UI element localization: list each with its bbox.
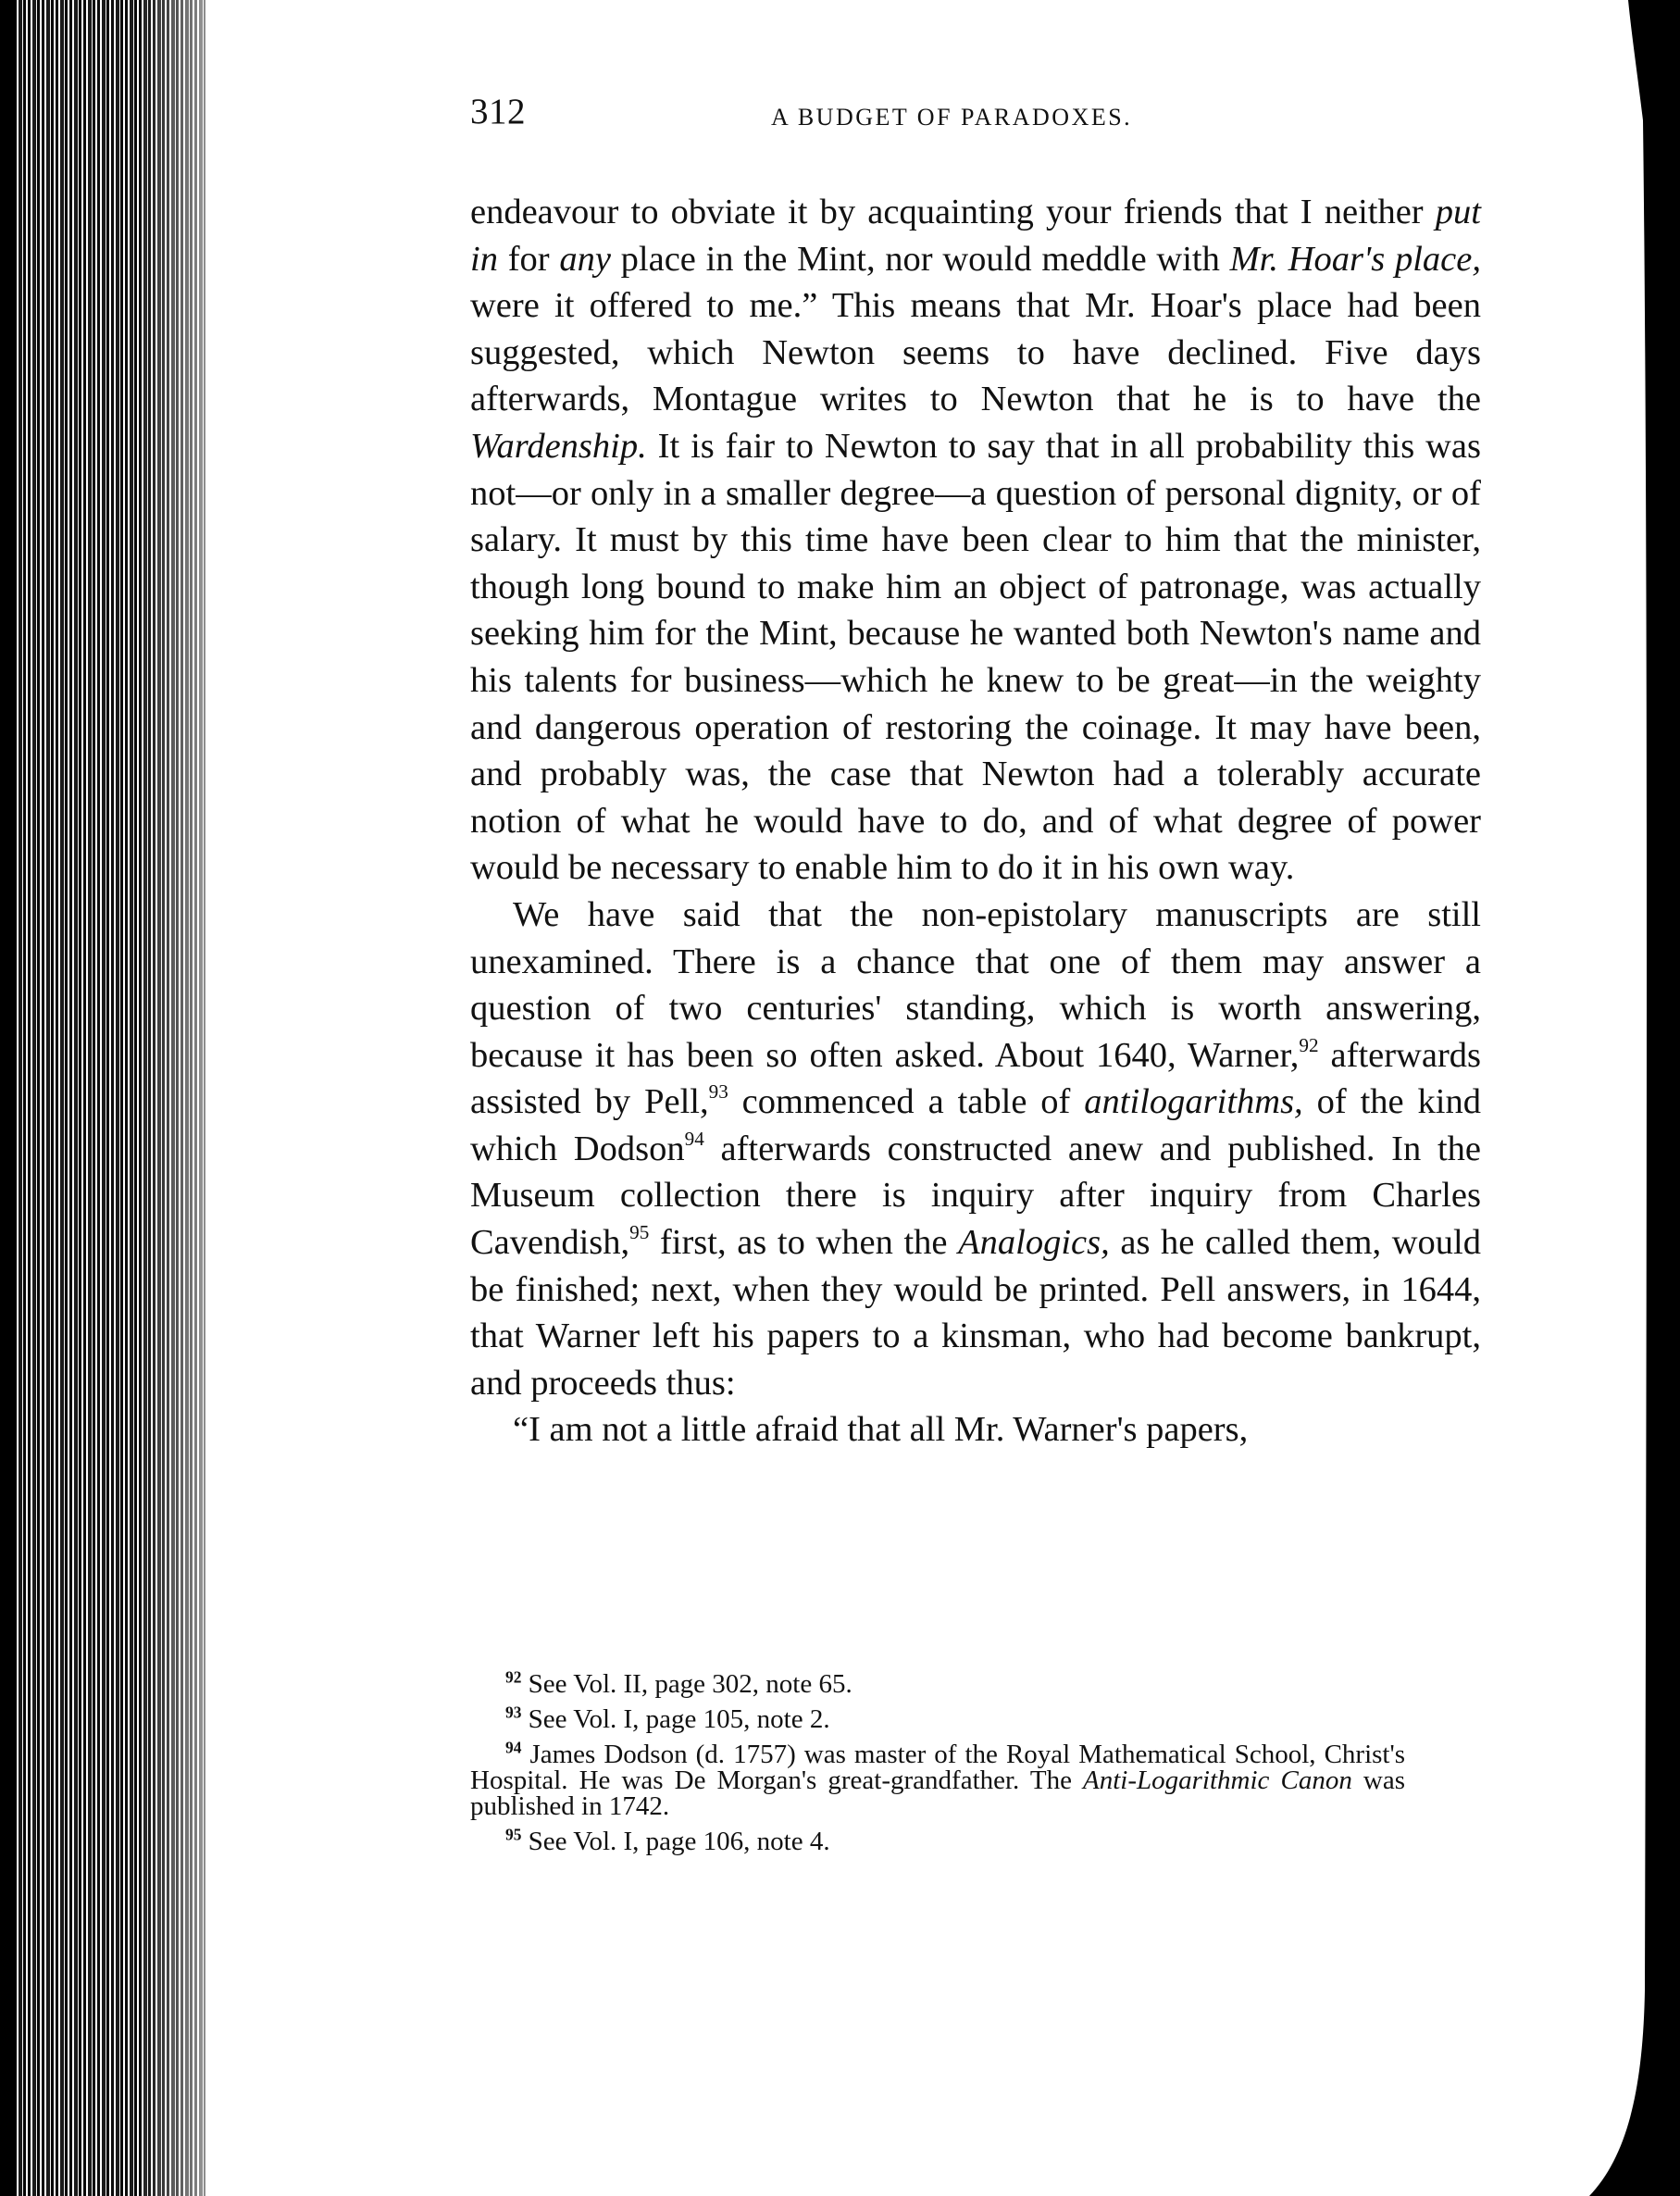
footnote-number: 94 [505, 1738, 522, 1757]
footnote-text: See Vol. I, page 106, note 4. [528, 1827, 830, 1856]
binding-edge [0, 0, 17, 2196]
footnote-93 [470, 1703, 1405, 1734]
footnote-text: was published in 1742. [470, 1766, 1405, 1821]
italic-run: any [559, 239, 611, 279]
text-run: for [497, 239, 560, 279]
footnote-94 [470, 1738, 1405, 1821]
italic-run: antilogarithms, [1084, 1082, 1303, 1122]
italic-run: Mr. Hoar's place, [1229, 239, 1481, 279]
paragraph-manuscripts [470, 892, 1481, 1407]
main-text [470, 189, 1481, 1454]
footnote-ref[interactable]: 92 [1299, 1033, 1319, 1056]
footnote-number: 92 [505, 1667, 522, 1687]
text-run: of the kind which Dodson [470, 1082, 1481, 1168]
footnote-95 [470, 1825, 1405, 1856]
binding-fade [139, 0, 205, 2196]
running-head: A BUDGET OF PARADOXES. [771, 104, 1133, 131]
page-header [470, 91, 1479, 146]
text-run: We have said that the non-epistolary manuscripts are still unexamined. There is a chance that one of them may answer a question of two centuries' standing, which is worth answering, because it has been so often asked. About 1640, Warner, [470, 894, 1481, 1075]
text-run: first, as to when the [649, 1223, 959, 1263]
italic-run: Analogics, [958, 1223, 1110, 1263]
italic-run: Anti-Logarithmic Canon [1083, 1766, 1352, 1795]
page-number: 312 [470, 92, 526, 131]
paragraph-continued [470, 189, 1481, 892]
footnote-ref[interactable]: 94 [684, 1128, 704, 1150]
footnote-text: See Vol. II, page 302, note 65. [528, 1669, 852, 1699]
footnote-ref[interactable]: 95 [629, 1221, 650, 1244]
page-edge-shadow [1571, 0, 1680, 2196]
italic-run: put in [470, 193, 1481, 279]
italic-run: Wardenship. [470, 426, 647, 466]
paragraph-quote: “I am not a little afraid that all Mr. Warner's papers, [513, 1410, 1249, 1450]
text-run: endeavour to obviate it by acquainting your friends that I neither [470, 193, 1436, 231]
text-run: It is fair to Newton to say that in all probability this was not—or only in a smaller degree—a question of personal dignity, or of salary. It must by this time have been clear to him that the minister, though long bound to make him an object of patronage, was actually seeking him for the Mint, because he wanted both Newton's name and his talents for business—which he knew to be great—in the weighty and dangerous operation of restoring the coinage. It may have been, and probably was, the case that Newton had a tolerably accurate notion of what he would have to do, and of what degree of power would be necessary to enable him to do it in his own way. [470, 426, 1481, 888]
footnote-text: James Dodson (d. 1757) was master of the Royal Mathematical School, Christ's Hospital. He was De Morgan's great-grandfather. The [470, 1740, 1405, 1795]
footnote-text: See Vol. I, page 105, note 2. [528, 1704, 830, 1734]
text-run: afterwards constructed anew and published. In the Museum collection there is inquiry after inquiry from Charles Cavendish, [470, 1129, 1482, 1263]
text-run: commenced a table of [728, 1082, 1085, 1122]
footnote-ref[interactable]: 93 [708, 1080, 728, 1104]
text-run: as he called them, would be finished; next, when they would be printed. Pell answers, in 1644, that Warner left his papers to a kinsman, who had become bankrupt, and proceeds thus: [470, 1223, 1481, 1403]
footnote-number: 95 [505, 1825, 522, 1844]
text-run: were it offered to me.” This means that Mr. Hoar's place had been suggested, which Newton seems to have declined. Five days afterwards, Montague writes to Newton that he is to have the [470, 286, 1481, 419]
text-run: place in the Mint, nor would meddle with [610, 239, 1230, 279]
footnotes [470, 1667, 1405, 1864]
footnote-number: 93 [505, 1703, 522, 1722]
footnote-92 [470, 1667, 1405, 1699]
text-run: afterwards assisted by Pell, [470, 1035, 1481, 1122]
